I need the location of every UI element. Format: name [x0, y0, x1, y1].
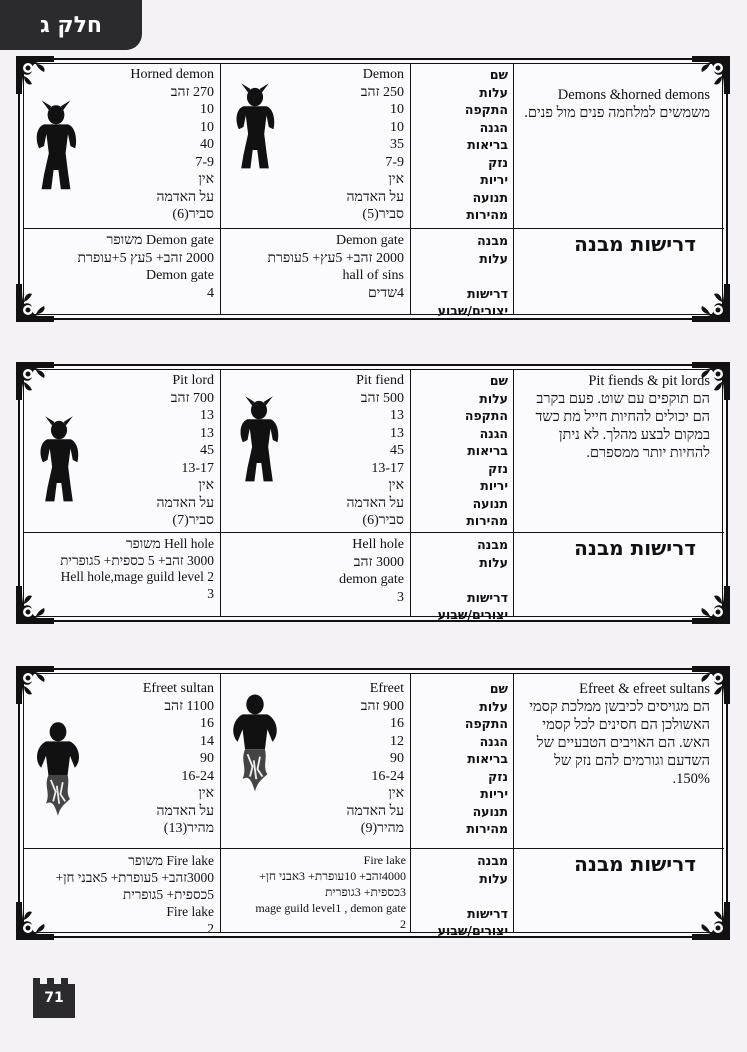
- req-cost: 3000 זהב: [353, 554, 404, 570]
- unit-defense: 12: [390, 733, 404, 749]
- unit-requirements-horned-demon: [30, 232, 214, 302]
- label-cost: עלות: [479, 390, 508, 406]
- label-growth: יצורים/שבוע: [437, 607, 508, 622]
- unit-attack: 16: [390, 716, 404, 731]
- label-name: שם: [489, 681, 508, 696]
- unit-name: Pit fiend: [356, 373, 404, 388]
- req-building: Hell hole משופר: [126, 536, 214, 551]
- label-shots: יריות: [480, 478, 508, 493]
- unit-defense: 13: [200, 425, 214, 441]
- label-building-cost: עלות: [479, 870, 508, 886]
- chapter-tab: [0, 0, 142, 50]
- req-cost: 2000 זהב+ 5עץ 5+עופרת: [77, 250, 214, 266]
- unit-damage: 13-17: [181, 460, 214, 476]
- label-health: בריאות: [467, 137, 508, 152]
- label-shots: יריות: [480, 786, 508, 801]
- unit-name: Efreet: [369, 681, 404, 696]
- page-number: 71: [44, 990, 64, 1006]
- label-movement: תנועה: [472, 495, 508, 511]
- req-cost: 3000זהב+ 5עופרת+ 5אבני חן+ 5כספית+ 5גופרית: [55, 870, 214, 902]
- unit-defense: 10: [390, 119, 404, 135]
- unit-speed: סביר(5): [362, 207, 404, 222]
- label-speed: מהירות: [466, 513, 508, 528]
- unit-health: 90: [390, 751, 404, 766]
- unit-movement: על האדמה: [346, 803, 404, 819]
- requirement-labels: [416, 536, 508, 624]
- pit-lord-silhouette-icon: [36, 412, 82, 508]
- label-growth: יצורים/שבוע: [437, 923, 508, 938]
- unit-cost: 1100 זהב: [164, 698, 214, 714]
- label-speed: מהירות: [466, 207, 508, 222]
- label-cost: עלות: [479, 698, 508, 714]
- req-growth: 4שדים: [367, 285, 404, 301]
- requirements-title: דרישות מבנה: [574, 536, 696, 560]
- unit-health: 35: [390, 137, 404, 152]
- unit-cost: 900 זהב: [360, 698, 404, 714]
- unit-requirements-pit-lord: [30, 536, 214, 602]
- unit-damage: 16-24: [181, 768, 214, 784]
- unit-speed: מהיר(13): [163, 821, 214, 836]
- unit-name: Pit lord: [172, 373, 214, 388]
- description-title: Pit fiends & pit lords: [588, 373, 710, 389]
- label-attack: התקפה: [464, 408, 508, 423]
- unit-movement: על האדמה: [156, 803, 214, 819]
- description-text: הם תוקפים עם שוט. פעם בקרב הם יכולים להחיות חייל מת כשד במקום לבצע מהלך. לא ניתן להחיות יותר ממספרם.: [535, 391, 710, 461]
- stat-labels: [416, 66, 508, 224]
- unit-health: 40: [200, 137, 214, 152]
- unit-attack: 16: [200, 716, 214, 731]
- efreet-silhouette-icon: [230, 692, 280, 794]
- unit-shots: אין: [198, 786, 214, 801]
- unit-name: Efreet sultan: [142, 681, 214, 696]
- unit-speed: מהיר(9): [360, 821, 404, 836]
- label-requirements: דרישות: [467, 589, 508, 605]
- label-building-cost: עלות: [479, 554, 508, 570]
- label-movement: תנועה: [472, 803, 508, 819]
- label-building: מבנה: [477, 537, 508, 552]
- unit-health: 90: [200, 751, 214, 766]
- creature-card-efreets: [18, 668, 728, 938]
- unit-requirements-pit-fiend: [224, 536, 404, 606]
- stat-labels: [416, 680, 508, 838]
- req-prerequisite: hall of sins: [342, 268, 404, 283]
- description-title: Efreet & efreet sultans: [579, 681, 710, 697]
- corner-ornament-icon: [690, 900, 732, 942]
- unit-shots: אין: [388, 786, 404, 801]
- unit-cost: 270 זהב: [170, 84, 214, 100]
- label-shots: יריות: [480, 172, 508, 187]
- page-number-badge: [33, 972, 75, 1018]
- label-defense: הגנה: [479, 733, 508, 749]
- req-cost: 2000 זהב+ 5עץ+ 5עופרת: [267, 250, 404, 266]
- unit-cost: 700 זהב: [170, 390, 214, 406]
- req-growth: 4: [207, 285, 214, 301]
- unit-attack: 10: [200, 102, 214, 117]
- unit-defense: 10: [200, 119, 214, 135]
- horned-demon-silhouette-icon: [32, 100, 80, 192]
- unit-damage: 7-9: [385, 154, 404, 170]
- unit-health: 45: [390, 443, 404, 458]
- req-cost: 4000זהב+ 10עופרת+ 3אבני חן+ 3כספית+ 3גופרית: [259, 869, 406, 899]
- label-damage: נזק: [488, 154, 508, 170]
- chapter-tab-label: חלק ג: [39, 12, 103, 38]
- unit-movement: על האדמה: [346, 495, 404, 511]
- requirements-title: דרישות מבנה: [574, 232, 696, 256]
- requirement-labels: [416, 852, 508, 940]
- req-building: Demon gate משופר: [106, 233, 214, 248]
- unit-movement: על האדמה: [156, 495, 214, 511]
- req-growth: 3: [207, 585, 214, 601]
- label-health: בריאות: [467, 443, 508, 458]
- unit-damage: 13-17: [371, 460, 404, 476]
- description: [520, 86, 710, 122]
- label-cost: עלות: [479, 84, 508, 100]
- unit-requirements-efreet-sultan: [30, 852, 214, 937]
- label-name: שם: [489, 373, 508, 388]
- req-building: Fire lake: [363, 853, 406, 867]
- unit-damage: 7-9: [195, 154, 214, 170]
- req-growth: 2: [207, 921, 214, 936]
- requirements-title: דרישות מבנה: [574, 852, 696, 876]
- unit-shots: אין: [198, 172, 214, 187]
- stat-labels: [416, 372, 508, 530]
- req-prerequisite: Hell hole,mage guild level 2: [60, 569, 214, 584]
- unit-shots: אין: [198, 478, 214, 493]
- label-building: מבנה: [477, 853, 508, 868]
- unit-defense: 14: [200, 733, 214, 749]
- pit-fiend-silhouette-icon: [236, 392, 282, 488]
- req-prerequisite: demon gate: [339, 572, 404, 587]
- req-prerequisite: Fire lake: [166, 904, 214, 919]
- label-defense: הגנה: [479, 425, 508, 441]
- unit-name: Horned demon: [130, 67, 214, 82]
- req-building: Fire lake משופר: [128, 853, 214, 868]
- unit-shots: אין: [388, 478, 404, 493]
- unit-speed: סביר(6): [172, 207, 214, 222]
- label-building: מבנה: [477, 233, 508, 248]
- unit-requirements-demon: [224, 232, 404, 302]
- creature-card-demons: [18, 58, 728, 320]
- demon-silhouette-icon: [232, 82, 278, 172]
- unit-defense: 13: [390, 425, 404, 441]
- req-prerequisite: mage guild level1 , demon gate: [255, 901, 406, 915]
- unit-shots: אין: [388, 172, 404, 187]
- req-building: Hell hole: [352, 537, 404, 552]
- unit-speed: סביר(7): [172, 513, 214, 528]
- requirement-labels: [416, 232, 508, 320]
- unit-attack: 13: [200, 408, 214, 423]
- req-growth: 2: [400, 917, 406, 931]
- unit-attack: 10: [390, 102, 404, 117]
- label-damage: נזק: [488, 460, 508, 476]
- description-text: הם מגויסים לכיבשן ממלכת קסמי האשולכן הם חסינים לכל קסמי האש. הם האויבים הטבעיים של השדעם וגורמים להם נזק של 150%.: [529, 699, 710, 787]
- unit-speed: סביר(6): [362, 513, 404, 528]
- unit-requirements-efreet: [224, 852, 406, 932]
- label-attack: התקפה: [464, 102, 508, 117]
- label-growth: יצורים/שבוע: [437, 303, 508, 318]
- unit-cost: 500 זהב: [360, 390, 404, 406]
- label-name: שם: [489, 67, 508, 82]
- req-cost: 3000 זהב+ 5 כספית+ 5גופרית: [60, 552, 214, 568]
- label-building-cost: עלות: [479, 250, 508, 266]
- unit-name: Demon: [362, 67, 404, 82]
- creature-card-pit-fiends: [18, 364, 728, 622]
- efreet-sultan-silhouette-icon: [34, 714, 82, 824]
- req-growth: 3: [397, 589, 404, 605]
- unit-attack: 13: [390, 408, 404, 423]
- corner-ornament-icon: [690, 584, 732, 626]
- description: [520, 680, 710, 788]
- label-requirements: דרישות: [467, 905, 508, 921]
- req-prerequisite: Demon gate: [145, 268, 214, 283]
- req-building: Demon gate: [335, 233, 404, 248]
- description-text: משמשים למלחמה פנים מול פנים.: [524, 105, 710, 121]
- unit-health: 45: [200, 443, 214, 458]
- unit-cost: 250 זהב: [360, 84, 404, 100]
- label-requirements: דרישות: [467, 285, 508, 301]
- label-movement: תנועה: [472, 189, 508, 205]
- label-damage: נזק: [488, 768, 508, 784]
- unit-damage: 16-24: [371, 768, 404, 784]
- unit-movement: על האדמה: [346, 189, 404, 205]
- description-title: Demons &horned demons: [557, 87, 710, 103]
- label-defense: הגנה: [479, 119, 508, 135]
- description: [520, 372, 710, 462]
- corner-ornament-icon: [690, 282, 732, 324]
- label-health: בריאות: [467, 751, 508, 766]
- label-attack: התקפה: [464, 716, 508, 731]
- label-speed: מהירות: [466, 821, 508, 836]
- unit-movement: על האדמה: [156, 189, 214, 205]
